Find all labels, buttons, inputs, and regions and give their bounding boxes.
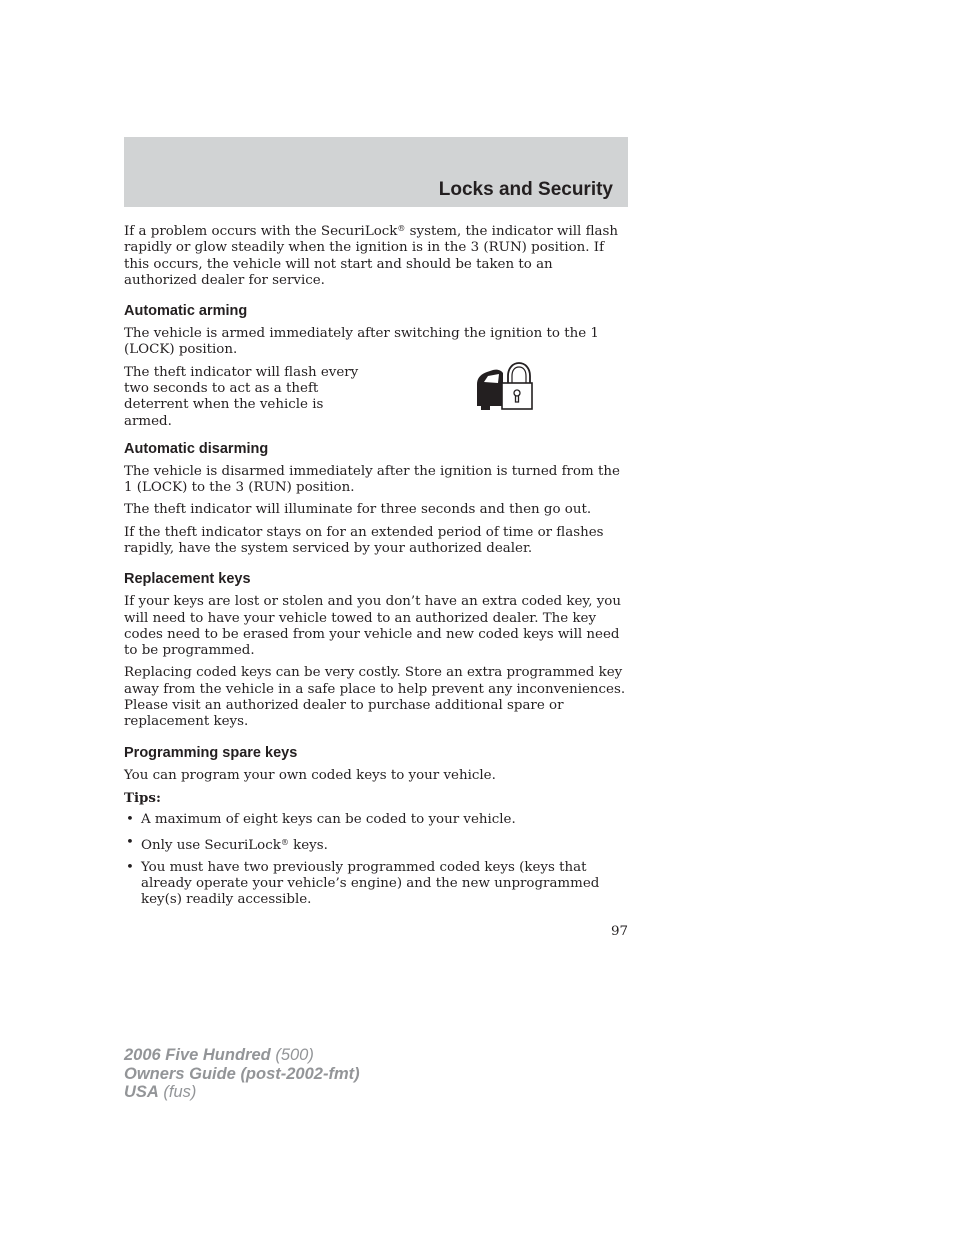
tips-label: Tips: — [124, 789, 161, 806]
disarming-paragraph-1: The vehicle is disarmed immediately after the ignition is turned from the 1 (LOCK) to the 3 (RUN) position. — [124, 463, 620, 496]
theft-indicator-car-padlock-icon — [475, 362, 537, 414]
heading-replacement-keys: Replacement keys — [124, 571, 251, 588]
disarming-paragraph-2: The theft indicator will illuminate for three seconds and then go out. — [124, 502, 592, 518]
tip-item: • A maximum of eight keys can be coded to your vehicle. — [126, 812, 516, 828]
programming-paragraph: You can program your own coded keys to your vehicle. — [124, 767, 496, 783]
registered-mark: ® — [397, 224, 406, 233]
document-footer — [124, 1046, 360, 1102]
bullet: • — [126, 812, 134, 828]
heading-programming-spare-keys: Programming spare keys — [124, 744, 298, 761]
footer-line-model: 2006 Five Hundred (500) — [124, 1046, 314, 1064]
intro-paragraph: If a problem occurs with the SecuriLock® system, the indicator will flash rapidly or glow steadily when the ignition is in the 3 (RUN) position. If this occurs, the vehicle will not start and should be taken to an authorized dealer for service. — [124, 224, 618, 288]
heading-automatic-arming: Automatic arming — [124, 303, 248, 320]
registered-mark: ® — [280, 837, 289, 847]
bullet: • — [126, 834, 134, 850]
section-header — [124, 137, 628, 207]
disarming-paragraph-3: If the theft indicator stays on for an extended period of time or flashes rapidly, have the system serviced by your authorized dealer. — [124, 524, 604, 556]
replacement-paragraph-1: If your keys are lost or stolen and you don’t have an extra coded key, you will need to have your vehicle towed to an authorized dealer. The key codes need to be erased from your vehicle and new coded keys will need to be programmed. — [124, 594, 621, 659]
bullet: • — [126, 859, 134, 875]
tip-item: • You must have two previously programmed coded keys (keys that already operate your vehicle’s engine) and the new unprogrammed key(s) readily accessible. — [126, 859, 600, 908]
arming-paragraph: The vehicle is armed immediately after switching the ignition to the 1 (LOCK) position. — [124, 326, 599, 358]
footer-line-guide: Owners Guide (post-2002-fmt) — [124, 1064, 360, 1083]
footer-line-market: USA (fus) — [124, 1083, 197, 1101]
page-body — [124, 221, 628, 915]
section-title: Locks and Security — [438, 179, 613, 200]
tips-list — [124, 812, 628, 908]
tip-item: • Only use SecuriLock® keys. — [126, 834, 328, 853]
page-number: 97 — [610, 924, 628, 939]
theft-indicator-text: The theft indicator will flash every two seconds to act as a theft deterrent when the vehicle is armed. — [124, 364, 359, 429]
replacement-paragraph-2: Replacing coded keys can be very costly. Store an extra programmed key away from the vehicle in a safe place to help prevent any inconveniences. Please visit an authorized dealer to purchase additional spare or replacement keys. — [124, 665, 626, 730]
theft-indicator-figure — [124, 365, 628, 427]
heading-automatic-disarming: Automatic disarming — [124, 440, 269, 457]
